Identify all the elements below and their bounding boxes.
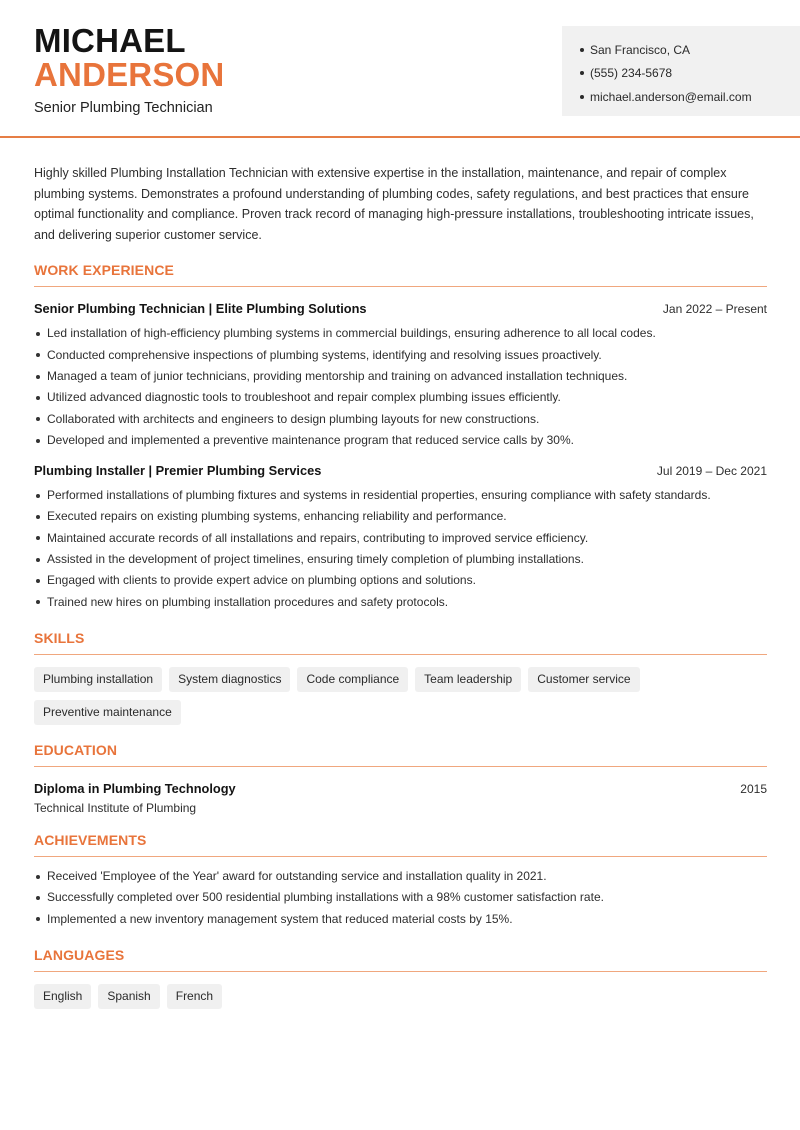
- list-item: [34, 866, 767, 887]
- contact-phone: [580, 62, 752, 86]
- bullet-icon: [580, 95, 584, 99]
- achievements-list: [34, 866, 767, 930]
- bullet-text: Led installation of high-efficiency plumbing systems in commercial buildings, ensuring adherence to all local codes.: [47, 326, 656, 341]
- list-item: [34, 528, 767, 549]
- skills-section: [34, 630, 767, 725]
- education-entry: [34, 781, 767, 815]
- list-item: [34, 387, 767, 408]
- list-item: [34, 409, 767, 430]
- contact-location: [580, 38, 752, 62]
- education-section: [34, 742, 767, 815]
- bullet-icon: [36, 332, 40, 336]
- list-item: [34, 430, 767, 451]
- job-date: Jan 2022 – Present: [662, 302, 767, 317]
- first-name: MICHAEL: [34, 22, 186, 59]
- education-degree: Diploma in Plumbing Technology: [34, 780, 236, 796]
- achievements-section: [34, 832, 767, 930]
- job-bullets: [34, 485, 767, 613]
- work-experience-section: [34, 262, 767, 613]
- list-item: [34, 485, 767, 506]
- list-item: [34, 506, 767, 527]
- summary: Highly skilled Plumbing Installation Technician with extensive expertise in the installation, maintenance, and repair of complex plumbing systems. Demonstrates a profound understanding of plumbing codes, safety regulations, and best practices that ensure optimal functionality and compliance. Proven track record of managing high-pressure installations, troubleshooting intricate issues, and delivering superior customer service.: [34, 166, 754, 242]
- list-item: [34, 909, 767, 930]
- last-name: ANDERSON: [34, 56, 225, 93]
- contact-email: [580, 85, 752, 109]
- bullet-icon: [36, 494, 40, 498]
- bullet-text: Performed installations of plumbing fixtures and systems in residential properties, ensuring compliance with safety standards.: [47, 488, 711, 503]
- bullet-icon: [36, 875, 40, 879]
- section-title-achievements: ACHIEVEMENTS: [34, 832, 767, 857]
- bullet-text: Collaborated with architects and engineers to design plumbing layouts for new constructions.: [47, 411, 540, 426]
- languages-list: [34, 984, 767, 1009]
- bullet-text: Received 'Employee of the Year' award for outstanding service and installation quality in 2021.: [47, 868, 547, 883]
- bullet-icon: [36, 353, 40, 357]
- bullet-icon: [36, 515, 40, 519]
- bullet-text: Managed a team of junior technicians, providing mentorship and training on advanced installation techniques.: [47, 368, 628, 383]
- resume-content: [34, 163, 767, 1009]
- language-chip: Spanish: [98, 984, 159, 1009]
- job-bullets: [34, 323, 767, 451]
- bullet-text: Executed repairs on existing plumbing systems, enhancing reliability and performance.: [47, 509, 507, 524]
- contact-phone-text: (555) 234-5678: [590, 66, 673, 81]
- bullet-icon: [36, 375, 40, 379]
- contact-list: [580, 38, 752, 109]
- list-item: [34, 570, 767, 591]
- bullet-icon: [580, 48, 584, 52]
- skill-chip: Team leadership: [415, 667, 521, 692]
- bullet-text: Engaged with clients to provide expert advice on plumbing options and solutions.: [47, 573, 476, 588]
- section-title-education: EDUCATION: [34, 742, 767, 767]
- list-item: [34, 592, 767, 613]
- bullet-text: Utilized advanced diagnostic tools to troubleshoot and repair complex plumbing issues efficiently.: [47, 390, 561, 405]
- bullet-text: Successfully completed over 500 residential plumbing installations with a 98% customer satisfaction rate.: [47, 890, 604, 905]
- bullet-text: Assisted in the development of project timelines, ensuring timely completion of plumbing installations.: [47, 552, 584, 567]
- list-item: [34, 323, 767, 344]
- language-chip: French: [167, 984, 222, 1009]
- contact-box: [562, 26, 800, 116]
- job-entry: [34, 301, 767, 451]
- job-entry: [34, 463, 767, 613]
- skill-chip: Preventive maintenance: [34, 700, 181, 725]
- bullet-text: Conducted comprehensive inspections of plumbing systems, identifying and resolving issues proactively.: [47, 347, 602, 362]
- bullet-text: Implemented a new inventory management system that reduced material costs by 15%.: [47, 911, 513, 926]
- skills-list: [34, 667, 767, 725]
- bullet-icon: [36, 439, 40, 443]
- list-item: [34, 345, 767, 366]
- education-school: Technical Institute of Plumbing: [34, 800, 197, 815]
- bullet-text: Developed and implemented a preventive maintenance program that reduced service calls by 30%.: [47, 432, 574, 447]
- contact-location-text: San Francisco, CA: [590, 42, 691, 57]
- bullet-icon: [36, 536, 40, 540]
- resume-header: [0, 0, 800, 138]
- job-title: Senior Plumbing Technician: [34, 100, 213, 116]
- bullet-icon: [36, 896, 40, 900]
- languages-section: [34, 947, 767, 1009]
- skill-chip: System diagnostics: [169, 667, 290, 692]
- list-item: [34, 366, 767, 387]
- skill-chip: Code compliance: [297, 667, 408, 692]
- bullet-text: Trained new hires on plumbing installation procedures and safety protocols.: [47, 594, 449, 609]
- bullet-icon: [36, 558, 40, 562]
- section-title-work: WORK EXPERIENCE: [34, 262, 767, 287]
- section-title-languages: LANGUAGES: [34, 947, 767, 972]
- skill-chip: Plumbing installation: [34, 667, 162, 692]
- section-title-skills: SKILLS: [34, 630, 767, 655]
- list-item: [34, 549, 767, 570]
- bullet-icon: [36, 917, 40, 921]
- bullet-text: Maintained accurate records of all installations and repairs, contributing to improved service efficiency.: [47, 530, 589, 545]
- education-year: 2015: [740, 781, 767, 796]
- bullet-icon: [36, 417, 40, 421]
- job-role: Plumbing Installer | Premier Plumbing Services: [34, 463, 322, 479]
- bullet-icon: [36, 579, 40, 583]
- job-role: Senior Plumbing Technician | Elite Plumbing Solutions: [34, 301, 367, 317]
- bullet-icon: [36, 396, 40, 400]
- skill-chip: Customer service: [528, 667, 639, 692]
- job-date: Jul 2019 – Dec 2021: [656, 464, 767, 479]
- bullet-icon: [36, 600, 40, 604]
- list-item: [34, 887, 767, 908]
- bullet-icon: [580, 71, 584, 75]
- contact-email-text: michael.anderson@email.com: [590, 89, 752, 104]
- language-chip: English: [34, 984, 91, 1009]
